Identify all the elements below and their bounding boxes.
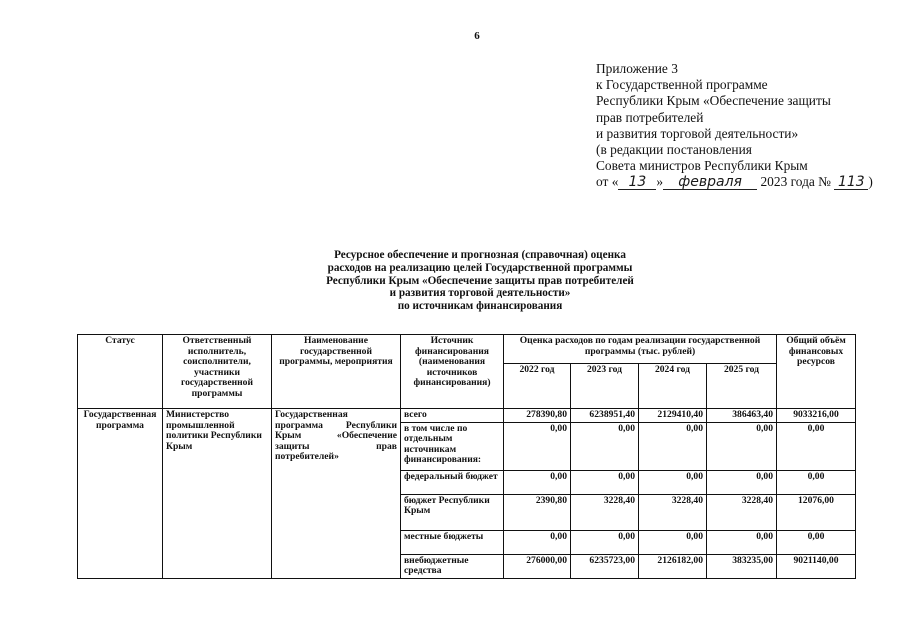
appendix-block bbox=[596, 61, 896, 191]
title-line: и развития торговой деятельности» bbox=[389, 287, 571, 300]
header-year: 2024 год bbox=[639, 364, 707, 409]
header-year: 2023 год bbox=[571, 364, 639, 409]
cell-value: 0,00 bbox=[639, 530, 707, 554]
cell-executor: Министерство промышленной политики Республики Крым bbox=[163, 409, 272, 579]
cell-source: федеральный бюджет bbox=[401, 470, 504, 494]
date-prefix: от « bbox=[596, 174, 619, 190]
cell-value: 3228,40 bbox=[707, 494, 777, 530]
title-line: Республики Крым «Обеспечение защиты прав потребителей bbox=[326, 274, 634, 287]
cell-value: 6235723,00 bbox=[571, 554, 639, 578]
header-source: Источник финансирования (наименования источников финансирования) bbox=[401, 335, 504, 409]
handwritten-number: 113 bbox=[834, 175, 868, 190]
appendix-date-line bbox=[596, 174, 896, 190]
cell-value: 0,00 bbox=[639, 422, 707, 470]
cell-value: 0,00 bbox=[504, 422, 571, 470]
cell-value: 0,00 bbox=[571, 470, 639, 494]
cell-value: 278390,80 bbox=[504, 409, 571, 423]
cell-value: 0,00 bbox=[571, 422, 639, 470]
cell-value: 276000,00 bbox=[504, 554, 571, 578]
cell-value: 0,00 bbox=[504, 470, 571, 494]
header-year: 2025 год bbox=[707, 364, 777, 409]
table-row bbox=[78, 409, 856, 423]
cell-value: 2126182,00 bbox=[639, 554, 707, 578]
cell-source: бюджет Республики Крым bbox=[401, 494, 504, 530]
title-line: по источникам финансирования bbox=[397, 300, 563, 313]
cell-value: 6238951,40 bbox=[571, 409, 639, 423]
title-line: расходов на реализацию целей Государственной программы bbox=[327, 261, 633, 274]
cell-total: 9021140,00 bbox=[777, 554, 856, 578]
handwritten-month: февраля bbox=[663, 175, 757, 190]
cell-total: 12076,00 bbox=[777, 494, 856, 530]
document-title bbox=[250, 249, 710, 313]
cell-value: 3228,40 bbox=[639, 494, 707, 530]
cell-source: внебюджетные средства bbox=[401, 554, 504, 578]
appendix-line: Республики Крым «Обеспечение защиты bbox=[596, 93, 831, 109]
appendix-line: Совета министров Республики Крым bbox=[596, 158, 808, 174]
cell-value: 386463,40 bbox=[707, 409, 777, 423]
cell-total: 0,00 bbox=[777, 422, 856, 470]
header-status: Статус bbox=[78, 335, 163, 409]
cell-value: 0,00 bbox=[571, 530, 639, 554]
year-text: 2023 года № bbox=[760, 174, 831, 190]
header-year: 2022 год bbox=[504, 364, 571, 409]
cell-status: Государственная программа bbox=[78, 409, 163, 579]
cell-value: 0,00 bbox=[707, 422, 777, 470]
cell-value: 2129410,40 bbox=[639, 409, 707, 423]
financing-table bbox=[77, 334, 856, 579]
page-number: 6 bbox=[474, 30, 480, 42]
title-line: Ресурсное обеспечение и прогнозная (справочная) оценка bbox=[334, 249, 626, 261]
cell-total: 9033216,00 bbox=[777, 409, 856, 423]
cell-value: 0,00 bbox=[707, 470, 777, 494]
header-estimate: Оценка расходов по годам реализации государственной программы (тыс. рублей) bbox=[504, 335, 777, 364]
cell-source: всего bbox=[401, 409, 504, 423]
cell-total: 0,00 bbox=[777, 530, 856, 554]
cell-value: 3228,40 bbox=[571, 494, 639, 530]
appendix-line: Приложение 3 bbox=[596, 61, 678, 76]
header-name: Наименование государственной программы, мероприятия bbox=[272, 335, 401, 409]
appendix-line: к Государственной программе bbox=[596, 77, 768, 93]
cell-program-name: Государственная программа Республики Крым «Обеспечение защиты прав потребителей» bbox=[272, 409, 401, 579]
header-total: Общий объём финансовых ресурсов bbox=[777, 335, 856, 409]
handwritten-day: 13 bbox=[618, 175, 656, 190]
header-executor: Ответственный исполнитель, соисполнители, участники государственной программы bbox=[163, 335, 272, 409]
cell-value: 0,00 bbox=[707, 530, 777, 554]
cell-total: 0,00 bbox=[777, 470, 856, 494]
cell-value: 0,00 bbox=[504, 530, 571, 554]
day-suffix: » bbox=[656, 174, 664, 190]
appendix-line: прав потребителей bbox=[596, 109, 704, 125]
closing-paren: ) bbox=[868, 174, 873, 190]
appendix-line: (в редакции постановления bbox=[596, 142, 752, 158]
cell-source: местные бюджеты bbox=[401, 530, 504, 554]
cell-value: 2390,80 bbox=[504, 494, 571, 530]
cell-value: 0,00 bbox=[639, 470, 707, 494]
appendix-line: и развития торговой деятельности» bbox=[596, 125, 799, 141]
cell-source: в том числе по отдельным источникам финансирования: bbox=[401, 422, 504, 470]
cell-value: 383235,00 bbox=[707, 554, 777, 578]
